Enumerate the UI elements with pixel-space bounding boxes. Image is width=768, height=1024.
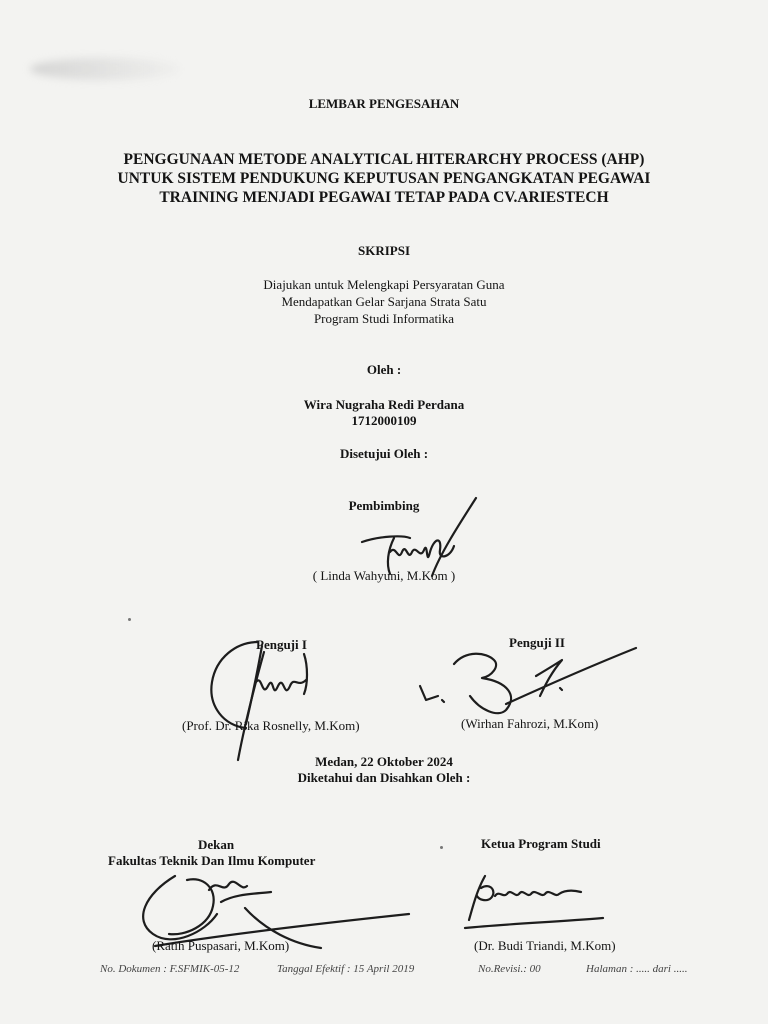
scan-speck [128,618,131,621]
approved-label: Disetujui Oleh : [339,446,429,461]
known-label: Diketahui dan Disahkan Oleh : [297,770,471,785]
head-role: Ketua Program Studi [481,836,601,851]
dean-name: (Ratih Puspasari, M.Kom) [152,938,290,953]
scan-speck [440,846,443,849]
title-line: UNTUK SISTEM PENDUKUNG KEPUTUSAN PENGANGKATAN PEGAWAI [117,170,651,187]
examiner-1-name: (Prof. Dr. Rika Rosnelly, M.Kom) [182,718,360,733]
purpose-line: Program Studi Informatika [313,311,455,326]
examiner-1-role: Penguji I [256,637,307,652]
supervisor-role: Pembimbing [348,498,420,513]
footer-doc-no: No. Dokumen : F.SFMIK-05-12 [100,963,240,975]
examiner-1-signature [200,628,330,768]
scan-smudge [30,58,180,80]
purpose-line: Mendapatkan Gelar Sarjana Strata Satu [281,294,487,309]
examiner-2-role: Penguji II [509,635,565,650]
purpose-line: Diajukan untuk Melengkapi Persyaratan Guna [263,277,505,292]
supervisor-name: ( Linda Wahyuni, M.Kom ) [312,568,456,583]
title-line: PENGGUNAAN METODE ANALYTICAL HITERARCHY PROCESS (AHP) [123,151,645,168]
footer-revision: No.Revisi.: 00 [478,963,541,975]
footer-effective-date: Tanggal Efektif : 15 April 2019 [277,963,415,975]
footer-page: Halaman : ..... dari ..... [586,963,688,975]
examiner-2-name: (Wirhan Fahrozi, M.Kom) [461,716,599,731]
place-date: Medan, 22 Oktober 2024 [315,754,453,769]
dean-faculty: Fakultas Teknik Dan Ilmu Komputer [108,853,316,868]
author-name: Wira Nugraha Redi Perdana [303,397,465,412]
by-label: Oleh : [366,362,402,377]
dean-signature [125,864,425,974]
dean-role: Dekan [198,837,235,852]
author-id: 1712000109 [351,413,417,428]
document-type: SKRIPSI [357,243,411,258]
purpose-block [0,276,768,327]
head-signature [455,866,615,936]
thesis-title [0,150,768,207]
document-header: LEMBAR PENGESAHAN [308,96,460,111]
title-line: TRAINING MENJADI PEGAWAI TETAP PADA CV.ARIESTECH [159,189,609,206]
head-name: (Dr. Budi Triandi, M.Kom) [474,938,616,953]
